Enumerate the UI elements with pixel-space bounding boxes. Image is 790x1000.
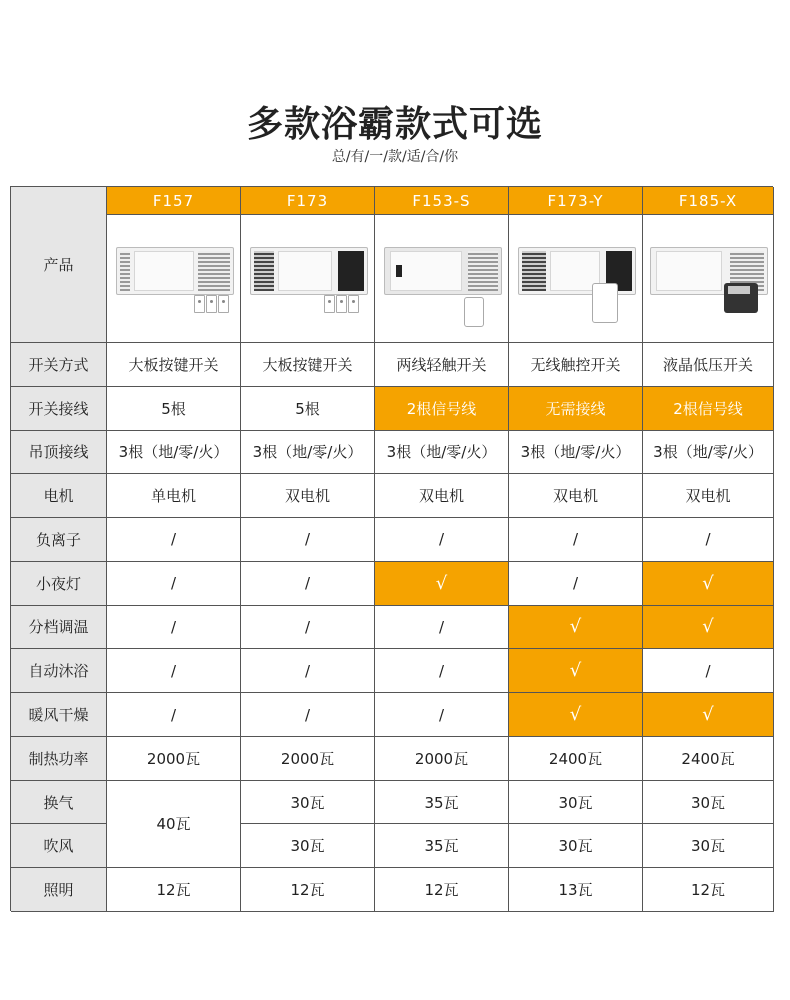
cell-f173: 12瓦 xyxy=(241,868,375,912)
cell-f157: 单电机 xyxy=(107,474,241,518)
cell-f173-y: 无线触控开关 xyxy=(509,343,643,387)
product-label: 产品 xyxy=(11,187,107,343)
row-label: 电机 xyxy=(11,474,107,518)
cell-f173: 30瓦 xyxy=(241,824,375,868)
cell-f173: 大板按键开关 xyxy=(241,343,375,387)
cell-f185-x: √ xyxy=(643,562,774,606)
model-header-f153-s: F153-S xyxy=(375,187,509,215)
cell-f153-s: / xyxy=(375,693,509,737)
cell-f157: 2000瓦 xyxy=(107,737,241,781)
cell-f185-x: 12瓦 xyxy=(643,868,774,912)
cell-f173: / xyxy=(241,606,375,650)
comparison-table xyxy=(10,186,773,911)
row-label: 换气 xyxy=(11,781,107,825)
cell-f157: 3根（地/零/火） xyxy=(107,431,241,475)
row-label: 吹风 xyxy=(11,824,107,868)
product-image-f185-x xyxy=(643,215,774,343)
cell-f173: / xyxy=(241,562,375,606)
cell-f157: / xyxy=(107,518,241,562)
cell-f173: 3根（地/零/火） xyxy=(241,431,375,475)
cell-f173-y: 双电机 xyxy=(509,474,643,518)
cell-f185-x: / xyxy=(643,649,774,693)
cell-f153-s: 3根（地/零/火） xyxy=(375,431,509,475)
product-image-f153-s xyxy=(375,215,509,343)
row-label: 开关接线 xyxy=(11,387,107,431)
cell-f157: / xyxy=(107,606,241,650)
cell-f185-x: 30瓦 xyxy=(643,824,774,868)
cell-f185-x: 液晶低压开关 xyxy=(643,343,774,387)
cell-f185-x: / xyxy=(643,518,774,562)
cell-f185-x: 2400瓦 xyxy=(643,737,774,781)
cell-f173: 5根 xyxy=(241,387,375,431)
row-label: 自动沐浴 xyxy=(11,649,107,693)
cell-f153-s: 35瓦 xyxy=(375,781,509,825)
cell-f153-s: / xyxy=(375,606,509,650)
cell-f173-y: / xyxy=(509,518,643,562)
cell-f173-y: √ xyxy=(509,693,643,737)
cell-f153-s: 两线轻触开关 xyxy=(375,343,509,387)
row-label: 吊顶接线 xyxy=(11,431,107,475)
cell-f153-s: √ xyxy=(375,562,509,606)
cell-f153-s: / xyxy=(375,518,509,562)
product-image-f157 xyxy=(107,215,241,343)
cell-f153-s: 35瓦 xyxy=(375,824,509,868)
cell-f173-y: 2400瓦 xyxy=(509,737,643,781)
cell-f173: / xyxy=(241,518,375,562)
model-header-f173: F173 xyxy=(241,187,375,215)
cell-f185-x: √ xyxy=(643,606,774,650)
cell-f173: 2000瓦 xyxy=(241,737,375,781)
cell-f173-y: 13瓦 xyxy=(509,868,643,912)
row-label: 小夜灯 xyxy=(11,562,107,606)
product-image-f173-y xyxy=(509,215,643,343)
cell-f157: / xyxy=(107,693,241,737)
cell-f173-y: 3根（地/零/火） xyxy=(509,431,643,475)
cell-f173-y: √ xyxy=(509,606,643,650)
cell-f173-y: √ xyxy=(509,649,643,693)
page-title: 多款浴霸款式可选 xyxy=(246,104,543,145)
cell-f173-y: 30瓦 xyxy=(509,781,643,825)
model-header-f173-y: F173-Y xyxy=(509,187,643,215)
row-label: 制热功率 xyxy=(11,737,107,781)
cell-f153-s: / xyxy=(375,649,509,693)
model-header-f185-x: F185-X xyxy=(643,187,774,215)
row-label: 暖风干燥 xyxy=(11,693,107,737)
cell-f173: / xyxy=(241,693,375,737)
cell-f157: 5根 xyxy=(107,387,241,431)
cell-f157: 40瓦 xyxy=(107,781,241,869)
cell-f185-x: 双电机 xyxy=(643,474,774,518)
page-subtitle: 总/有/一/款/适/合/你 xyxy=(331,149,459,165)
cell-f157: / xyxy=(107,649,241,693)
cell-f153-s: 2根信号线 xyxy=(375,387,509,431)
cell-f173-y: 30瓦 xyxy=(509,824,643,868)
cell-f173: 双电机 xyxy=(241,474,375,518)
product-image-f173 xyxy=(241,215,375,343)
cell-f173: 30瓦 xyxy=(241,781,375,825)
cell-f153-s: 双电机 xyxy=(375,474,509,518)
cell-f157: 大板按键开关 xyxy=(107,343,241,387)
cell-f173-y: 无需接线 xyxy=(509,387,643,431)
model-header-f157: F157 xyxy=(107,187,241,215)
cell-f157: 12瓦 xyxy=(107,868,241,912)
cell-f173: / xyxy=(241,649,375,693)
cell-f185-x: 3根（地/零/火） xyxy=(643,431,774,475)
cell-f185-x: 30瓦 xyxy=(643,781,774,825)
cell-f153-s: 12瓦 xyxy=(375,868,509,912)
row-label: 负离子 xyxy=(11,518,107,562)
cell-f185-x: 2根信号线 xyxy=(643,387,774,431)
row-label: 开关方式 xyxy=(11,343,107,387)
cell-f173-y: / xyxy=(509,562,643,606)
row-label: 照明 xyxy=(11,868,107,912)
cell-f153-s: 2000瓦 xyxy=(375,737,509,781)
row-label: 分档调温 xyxy=(11,606,107,650)
cell-f185-x: √ xyxy=(643,693,774,737)
cell-f157: / xyxy=(107,562,241,606)
